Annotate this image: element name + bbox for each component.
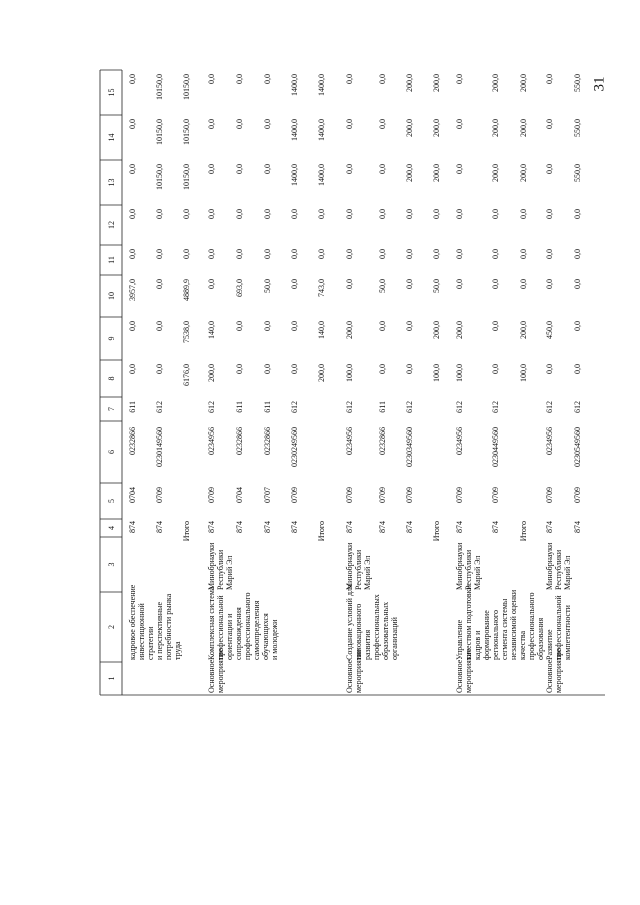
row-amount: 100,0 bbox=[345, 364, 354, 382]
row-amount: 200,0 bbox=[491, 74, 500, 92]
row-amount: 200,0 bbox=[519, 119, 528, 137]
row-grbs-code: Итого bbox=[317, 521, 326, 542]
row-amount: 50,0 bbox=[432, 279, 441, 293]
row-target-article: 0234956 bbox=[345, 427, 354, 455]
row-amount: 743,0 bbox=[317, 279, 326, 297]
row-target-article: 0230249560 bbox=[290, 427, 299, 467]
row-amount: 0,0 bbox=[455, 279, 464, 289]
column-number: 14 bbox=[107, 133, 116, 142]
row-section-code: 0709 bbox=[491, 487, 500, 503]
row-amount: 0,0 bbox=[455, 249, 464, 259]
column-number: 9 bbox=[107, 336, 116, 341]
row-amount: 0,0 bbox=[235, 74, 244, 84]
row-target-article: 0232866 bbox=[263, 427, 272, 455]
row-amount: 10150,0 bbox=[155, 74, 164, 100]
row-amount: 0,0 bbox=[128, 74, 137, 84]
row-amount: 0,0 bbox=[263, 74, 272, 84]
row-amount: 0,0 bbox=[405, 209, 414, 219]
row-description: регионального bbox=[491, 609, 500, 660]
row-amount: 1400,0 bbox=[317, 164, 326, 186]
row-amount: 0,0 bbox=[573, 209, 582, 219]
row-amount: 10150,0 bbox=[155, 164, 164, 190]
row-amount: 10150,0 bbox=[182, 164, 191, 190]
row-amount: 0,0 bbox=[290, 279, 299, 289]
row-amount: 200,0 bbox=[432, 164, 441, 182]
row-amount: 0,0 bbox=[207, 119, 216, 129]
row-amount: 0,0 bbox=[290, 209, 299, 219]
row-grbs-code: 874 bbox=[155, 521, 164, 533]
row-amount: 50,0 bbox=[378, 279, 387, 293]
row-amount: 0,0 bbox=[345, 74, 354, 84]
row-description: организаций bbox=[390, 617, 399, 660]
row-amount: 200,0 bbox=[519, 164, 528, 182]
row-amount: 0,0 bbox=[432, 249, 441, 259]
row-amount: 0,0 bbox=[378, 364, 387, 374]
row-description: сегмента системы bbox=[500, 598, 509, 660]
row-amount: 0,0 bbox=[378, 249, 387, 259]
row-responsible: Республики bbox=[354, 549, 363, 590]
row-amount: 140,0 bbox=[317, 321, 326, 339]
row-section-code: 0709 bbox=[155, 487, 164, 503]
row-description: кадров и bbox=[473, 630, 482, 660]
row-amount: 0,0 bbox=[235, 321, 244, 331]
row-amount: 200,0 bbox=[491, 164, 500, 182]
row-amount: 0,0 bbox=[207, 279, 216, 289]
row-description: обучающихся bbox=[261, 613, 270, 660]
row-amount: 0,0 bbox=[345, 119, 354, 129]
row-amount: 0,0 bbox=[128, 209, 137, 219]
row-amount: 0,0 bbox=[263, 321, 272, 331]
row-amount: 0,0 bbox=[519, 209, 528, 219]
row-amount: 0,0 bbox=[128, 321, 137, 331]
row-description: сопровождения bbox=[234, 607, 243, 660]
row-target-article: 0234956 bbox=[545, 427, 554, 455]
row-amount: 200,0 bbox=[519, 321, 528, 339]
row-amount: 0,0 bbox=[207, 164, 216, 174]
row-description: стратегии bbox=[146, 626, 155, 660]
row-grbs-code: 874 bbox=[207, 521, 216, 533]
row-responsible: Минобрнауки bbox=[207, 542, 216, 590]
row-amount: 0,0 bbox=[405, 249, 414, 259]
row-responsible: Марий Эл bbox=[225, 555, 234, 590]
row-amount: 0,0 bbox=[128, 119, 137, 129]
row-amount: 0,0 bbox=[455, 74, 464, 84]
row-amount: 450,0 bbox=[545, 321, 554, 339]
row-section-code: 0709 bbox=[290, 487, 299, 503]
row-section-code: 0709 bbox=[207, 487, 216, 503]
row-amount: 0,0 bbox=[263, 209, 272, 219]
row-grbs-code: Итого bbox=[182, 521, 191, 542]
row-amount: 200,0 bbox=[519, 74, 528, 92]
row-entry-type: мероприятие bbox=[216, 648, 225, 693]
column-number: 12 bbox=[107, 221, 116, 229]
row-expense-type: 612 bbox=[207, 401, 216, 413]
row-amount: 0,0 bbox=[317, 249, 326, 259]
row-grbs-code: 874 bbox=[405, 521, 414, 533]
row-description: Создание условий для bbox=[345, 584, 354, 660]
column-number: 2 bbox=[107, 625, 116, 629]
row-amount: 10150,0 bbox=[182, 74, 191, 100]
column-number: 1 bbox=[107, 676, 116, 681]
row-amount: 0,0 bbox=[405, 321, 414, 331]
row-description: инвестиционной bbox=[137, 603, 146, 660]
row-amount: 0,0 bbox=[345, 164, 354, 174]
row-amount: 200,0 bbox=[405, 164, 414, 182]
row-amount: 1400,0 bbox=[317, 119, 326, 141]
row-amount: 50,0 bbox=[263, 279, 272, 293]
row-section-code: 0704 bbox=[128, 487, 137, 503]
row-amount: 0,0 bbox=[345, 279, 354, 289]
row-expense-type: 612 bbox=[290, 401, 299, 413]
row-description: формирование bbox=[482, 610, 491, 660]
row-target-article: 0230149560 bbox=[155, 427, 164, 467]
row-amount: 200,0 bbox=[345, 321, 354, 339]
row-grbs-code: 874 bbox=[545, 521, 554, 533]
row-amount: 0,0 bbox=[263, 364, 272, 374]
row-amount: 0,0 bbox=[182, 249, 191, 259]
row-responsible: Минобрнауки bbox=[545, 542, 554, 590]
row-expense-type: 612 bbox=[345, 401, 354, 413]
column-number: 3 bbox=[107, 562, 116, 567]
row-amount: 0,0 bbox=[519, 249, 528, 259]
row-description: профессиональной bbox=[216, 595, 225, 660]
row-section-code: 0709 bbox=[455, 487, 464, 503]
row-amount: 0,0 bbox=[263, 119, 272, 129]
row-amount: 0,0 bbox=[378, 119, 387, 129]
row-amount: 1400,0 bbox=[290, 164, 299, 186]
row-target-article: 0230549560 bbox=[573, 427, 582, 467]
row-expense-type: 611 bbox=[128, 401, 137, 413]
row-amount: 1400,0 bbox=[317, 74, 326, 96]
row-entry-type: Основное bbox=[345, 659, 354, 693]
row-entry-type: Основное bbox=[545, 659, 554, 693]
row-amount: 0,0 bbox=[545, 364, 554, 374]
row-amount: 0,0 bbox=[207, 74, 216, 84]
row-amount: 0,0 bbox=[128, 164, 137, 174]
row-amount: 0,0 bbox=[128, 364, 137, 374]
row-expense-type: 611 bbox=[235, 401, 244, 413]
row-amount: 0,0 bbox=[573, 249, 582, 259]
row-amount: 0,0 bbox=[155, 209, 164, 219]
row-amount: 7538,0 bbox=[182, 321, 191, 343]
row-expense-type: 612 bbox=[405, 401, 414, 413]
row-description: профессионального bbox=[243, 592, 252, 660]
row-amount: 0,0 bbox=[545, 249, 554, 259]
row-amount: 140,0 bbox=[207, 321, 216, 339]
row-amount: 0,0 bbox=[378, 74, 387, 84]
row-description: труда bbox=[173, 641, 182, 660]
row-amount: 0,0 bbox=[545, 164, 554, 174]
row-amount: 0,0 bbox=[545, 74, 554, 84]
column-number: 15 bbox=[107, 88, 116, 97]
row-amount: 0,0 bbox=[235, 119, 244, 129]
row-target-article: 0232866 bbox=[378, 427, 387, 455]
row-description: кадровое обеспечение bbox=[128, 584, 137, 660]
row-amount: 0,0 bbox=[207, 249, 216, 259]
row-amount: 0,0 bbox=[235, 249, 244, 259]
row-description: профессиональной bbox=[554, 595, 563, 660]
row-description: качеством подготовки bbox=[464, 585, 473, 660]
row-description: самоопределения bbox=[252, 600, 261, 660]
row-description: потребности рынка bbox=[164, 593, 173, 660]
row-amount: 0,0 bbox=[378, 164, 387, 174]
row-amount: 200,0 bbox=[432, 119, 441, 137]
row-responsible: Республики bbox=[554, 549, 563, 590]
row-amount: 100,0 bbox=[432, 364, 441, 382]
row-description: образования bbox=[536, 617, 545, 660]
row-amount: 0,0 bbox=[432, 209, 441, 219]
row-amount: 0,0 bbox=[345, 209, 354, 219]
row-amount: 0,0 bbox=[235, 364, 244, 374]
row-description: качества bbox=[518, 630, 527, 660]
row-target-article: 0232866 bbox=[235, 427, 244, 455]
row-section-code: 0707 bbox=[263, 487, 272, 503]
row-target-article: 0234956 bbox=[207, 427, 216, 455]
column-number: 7 bbox=[107, 407, 116, 411]
row-amount: 0,0 bbox=[290, 364, 299, 374]
row-amount: 0,0 bbox=[290, 321, 299, 331]
column-number: 6 bbox=[107, 450, 116, 454]
row-entry-type: мероприятие bbox=[464, 648, 473, 693]
row-expense-type: 612 bbox=[155, 401, 164, 413]
row-responsible: Марий Эл bbox=[363, 555, 372, 590]
row-target-article: 0230349560 bbox=[405, 427, 414, 467]
row-amount: 0,0 bbox=[491, 364, 500, 374]
row-amount: 200,0 bbox=[455, 321, 464, 339]
row-amount: 0,0 bbox=[317, 209, 326, 219]
row-grbs-code: 874 bbox=[345, 521, 354, 533]
row-amount: 0,0 bbox=[290, 249, 299, 259]
row-amount: 0,0 bbox=[182, 209, 191, 219]
row-entry-type: мероприятие bbox=[354, 648, 363, 693]
row-amount: 0,0 bbox=[155, 364, 164, 374]
row-description: профессионального bbox=[527, 592, 536, 660]
row-expense-type: 612 bbox=[573, 401, 582, 413]
row-amount: 200,0 bbox=[432, 321, 441, 339]
row-amount: 693,0 bbox=[235, 279, 244, 297]
row-amount: 0,0 bbox=[519, 279, 528, 289]
row-expense-type: 611 bbox=[378, 401, 387, 413]
row-target-article: 0230449560 bbox=[491, 427, 500, 467]
row-expense-type: 611 bbox=[263, 401, 272, 413]
row-amount: 0,0 bbox=[573, 364, 582, 374]
row-amount: 550,0 bbox=[573, 164, 582, 182]
row-section-code: 0709 bbox=[405, 487, 414, 503]
row-amount: 0,0 bbox=[545, 279, 554, 289]
row-section-code: 0709 bbox=[573, 487, 582, 503]
row-amount: 0,0 bbox=[378, 321, 387, 331]
column-number: 4 bbox=[107, 526, 116, 530]
column-number: 5 bbox=[107, 499, 116, 503]
row-section-code: 0709 bbox=[345, 487, 354, 503]
row-grbs-code: 874 bbox=[491, 521, 500, 533]
row-amount: 0,0 bbox=[235, 164, 244, 174]
row-responsible: Марий Эл bbox=[473, 555, 482, 590]
row-grbs-code: 874 bbox=[455, 521, 464, 533]
row-amount: 0,0 bbox=[263, 164, 272, 174]
row-amount: 10150,0 bbox=[155, 119, 164, 145]
row-description: профессиональных bbox=[372, 594, 381, 660]
row-description: Развитие bbox=[545, 629, 554, 660]
row-responsible: Марий Эл bbox=[563, 555, 572, 590]
row-amount: 550,0 bbox=[573, 119, 582, 137]
row-description: и перспективные bbox=[155, 601, 164, 660]
row-responsible: Минобрнауки bbox=[455, 542, 464, 590]
row-amount: 10150,0 bbox=[182, 119, 191, 145]
row-grbs-code: 874 bbox=[128, 521, 137, 533]
row-amount: 0,0 bbox=[455, 164, 464, 174]
row-amount: 0,0 bbox=[491, 209, 500, 219]
row-grbs-code: 874 bbox=[573, 521, 582, 533]
row-section-code: 0704 bbox=[235, 487, 244, 503]
row-amount: 0,0 bbox=[455, 119, 464, 129]
row-target-article: 0232866 bbox=[128, 427, 137, 455]
row-responsible: Республики bbox=[464, 549, 473, 590]
row-amount: 3957,0 bbox=[128, 279, 137, 301]
row-description: Управление bbox=[455, 619, 464, 660]
row-responsible: Республики bbox=[216, 549, 225, 590]
row-entry-type: Основное bbox=[455, 659, 464, 693]
row-grbs-code: Итого bbox=[432, 521, 441, 542]
row-amount: 0,0 bbox=[405, 279, 414, 289]
row-amount: 6176,0 bbox=[182, 364, 191, 386]
row-amount: 0,0 bbox=[263, 249, 272, 259]
row-amount: 550,0 bbox=[573, 74, 582, 92]
row-grbs-code: 874 bbox=[235, 521, 244, 533]
row-amount: 0,0 bbox=[491, 279, 500, 289]
row-expense-type: 612 bbox=[455, 401, 464, 413]
row-amount: 0,0 bbox=[207, 209, 216, 219]
row-description: развития bbox=[363, 629, 372, 660]
row-target-article: 0234956 bbox=[455, 427, 464, 455]
row-description: образовательных bbox=[381, 601, 390, 660]
row-expense-type: 612 bbox=[491, 401, 500, 413]
row-amount: 0,0 bbox=[573, 321, 582, 331]
row-amount: 0,0 bbox=[491, 321, 500, 331]
row-entry-type: Основное bbox=[207, 659, 216, 693]
row-amount: 200,0 bbox=[317, 364, 326, 382]
row-description: и молодежи bbox=[270, 619, 279, 660]
row-section-code: 0709 bbox=[545, 487, 554, 503]
row-responsible: Минобрнауки bbox=[345, 542, 354, 590]
row-entry-type: мероприятие bbox=[554, 648, 563, 693]
row-amount: 4889,9 bbox=[182, 279, 191, 301]
column-number: 10 bbox=[107, 292, 116, 300]
row-amount: 100,0 bbox=[455, 364, 464, 382]
row-amount: 200,0 bbox=[491, 119, 500, 137]
table-body bbox=[100, 70, 605, 695]
row-amount: 0,0 bbox=[405, 364, 414, 374]
row-amount: 0,0 bbox=[235, 209, 244, 219]
row-description: ориентации и bbox=[225, 613, 234, 660]
row-amount: 0,0 bbox=[345, 249, 354, 259]
row-amount: 0,0 bbox=[155, 249, 164, 259]
row-grbs-code: 874 bbox=[290, 521, 299, 533]
row-expense-type: 612 bbox=[545, 401, 554, 413]
row-amount: 0,0 bbox=[155, 321, 164, 331]
row-amount: 0,0 bbox=[455, 209, 464, 219]
row-amount: 0,0 bbox=[545, 209, 554, 219]
row-amount: 0,0 bbox=[545, 119, 554, 129]
column-number: 8 bbox=[107, 376, 116, 381]
row-grbs-code: 874 bbox=[378, 521, 387, 533]
row-amount: 0,0 bbox=[378, 209, 387, 219]
row-amount: 100,0 bbox=[519, 364, 528, 382]
row-description: компетентности bbox=[563, 605, 572, 660]
row-amount: 200,0 bbox=[405, 74, 414, 92]
column-number: 11 bbox=[107, 256, 116, 264]
row-amount: 200,0 bbox=[207, 364, 216, 382]
row-description: Комплексная система bbox=[207, 586, 216, 660]
row-description: инновационного bbox=[354, 603, 363, 660]
column-number: 13 bbox=[107, 178, 116, 187]
row-amount: 1400,0 bbox=[290, 74, 299, 96]
row-description: независимой оценки bbox=[509, 589, 518, 660]
page-number: 31 bbox=[591, 76, 608, 92]
row-grbs-code: 874 bbox=[263, 521, 272, 533]
row-amount: 200,0 bbox=[432, 74, 441, 92]
row-amount: 0,0 bbox=[128, 249, 137, 259]
row-amount: 0,0 bbox=[573, 279, 582, 289]
row-amount: 0,0 bbox=[155, 279, 164, 289]
row-amount: 0,0 bbox=[491, 249, 500, 259]
row-grbs-code: Итого bbox=[519, 521, 528, 542]
row-amount: 1400,0 bbox=[290, 119, 299, 141]
row-amount: 200,0 bbox=[405, 119, 414, 137]
row-section-code: 0709 bbox=[378, 487, 387, 503]
